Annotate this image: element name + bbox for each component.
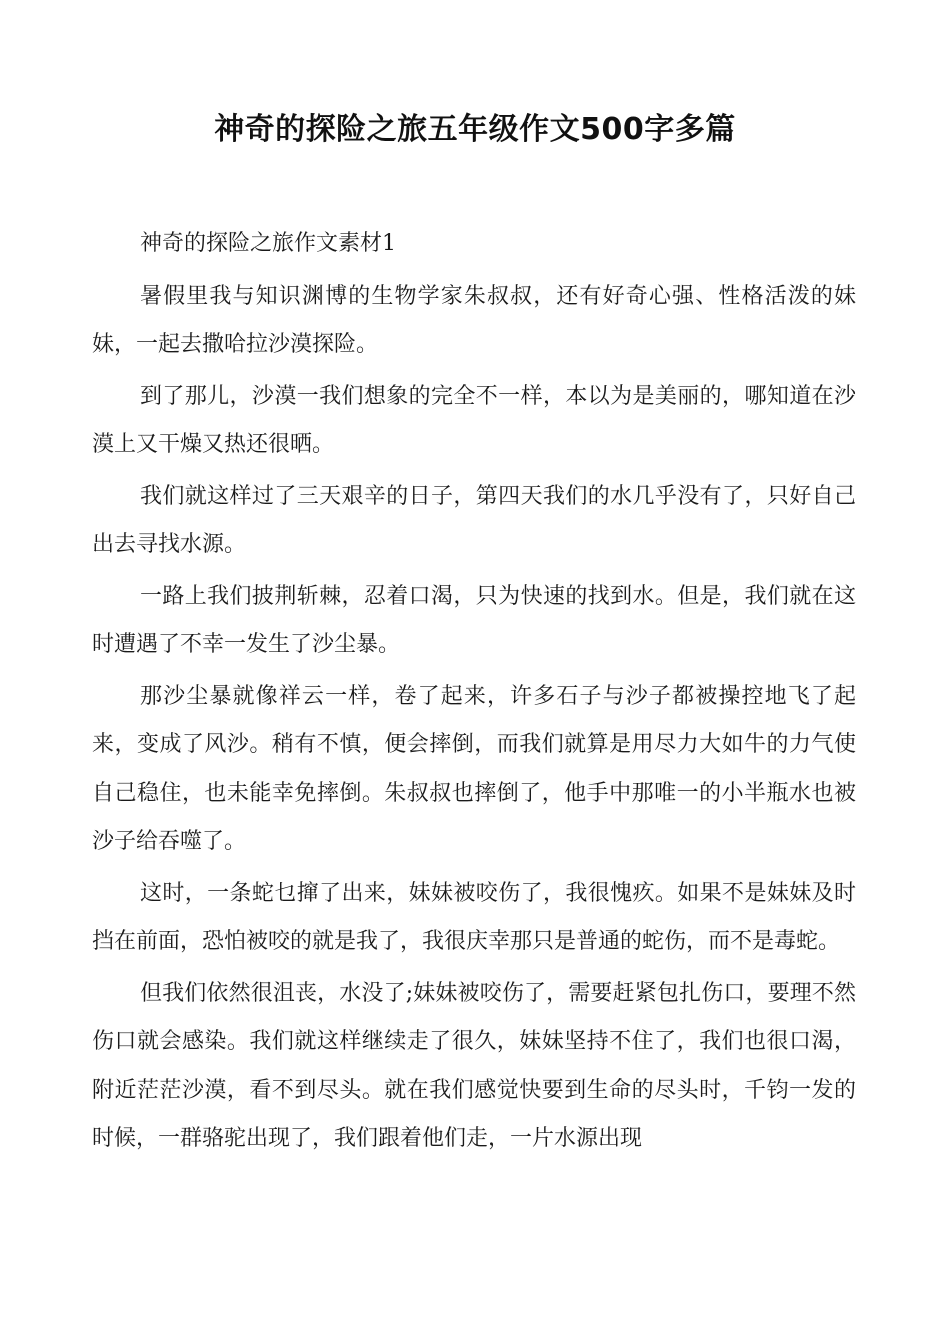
document-body: [92, 220, 856, 1167]
section-subtitle: 神奇的探险之旅作文素材1: [140, 231, 396, 256]
paragraph: 暑假里我与知识渊博的生物学家朱叔叔，还有好奇心强、性格活泼的妹妹，一起去撒哈拉沙漠探险。: [92, 283, 856, 357]
paragraph: 一路上我们披荆斩棘，忍着口渴，只为快速的找到水。但是，我们就在这时遭遇了不幸一发生了沙尘暴。: [92, 583, 856, 657]
paragraph: 这时，一条蛇乜撺了出来，妹妹被咬伤了，我很愧疚。如果不是妹妹及时挡在前面，恐怕被咬的就是我了，我很庆幸那只是普通的蛇伤，而不是毒蛇。: [92, 880, 856, 954]
paragraph: 但我们依然很沮丧，水没了;妹妹被咬伤了，需要赶紧包扎伤口，要理不然伤口就会感染。我们就这样继续走了很久，妹妹坚持不住了，我们也很口渴，附近茫茫沙漠，看不到尽头。就在我们感觉快要到生命的尽头时，千钧一发的时候，一群骆驼出现了，我们跟着他们走，一片水源出现: [92, 980, 856, 1151]
document-title: 神奇的探险之旅五年级作文500字多篇: [214, 112, 736, 147]
paragraph: 我们就这样过了三天艰辛的日子，第四天我们的水几乎没有了，只好自己出去寻找水源。: [92, 483, 856, 557]
paragraph: 到了那儿，沙漠一我们想象的完全不一样，本以为是美丽的，哪知道在沙漠上又干燥又热还很晒。: [92, 383, 856, 457]
paragraph: 那沙尘暴就像祥云一样，卷了起来，许多石子与沙子都被操控地飞了起来，变成了风沙。稍有不慎，便会摔倒，而我们就算是用尽力大如牛的力气使自己稳住，也未能幸免摔倒。朱叔叔也摔倒了，他手中那唯一的小半瓶水也被沙子给吞噬了。: [92, 683, 856, 854]
